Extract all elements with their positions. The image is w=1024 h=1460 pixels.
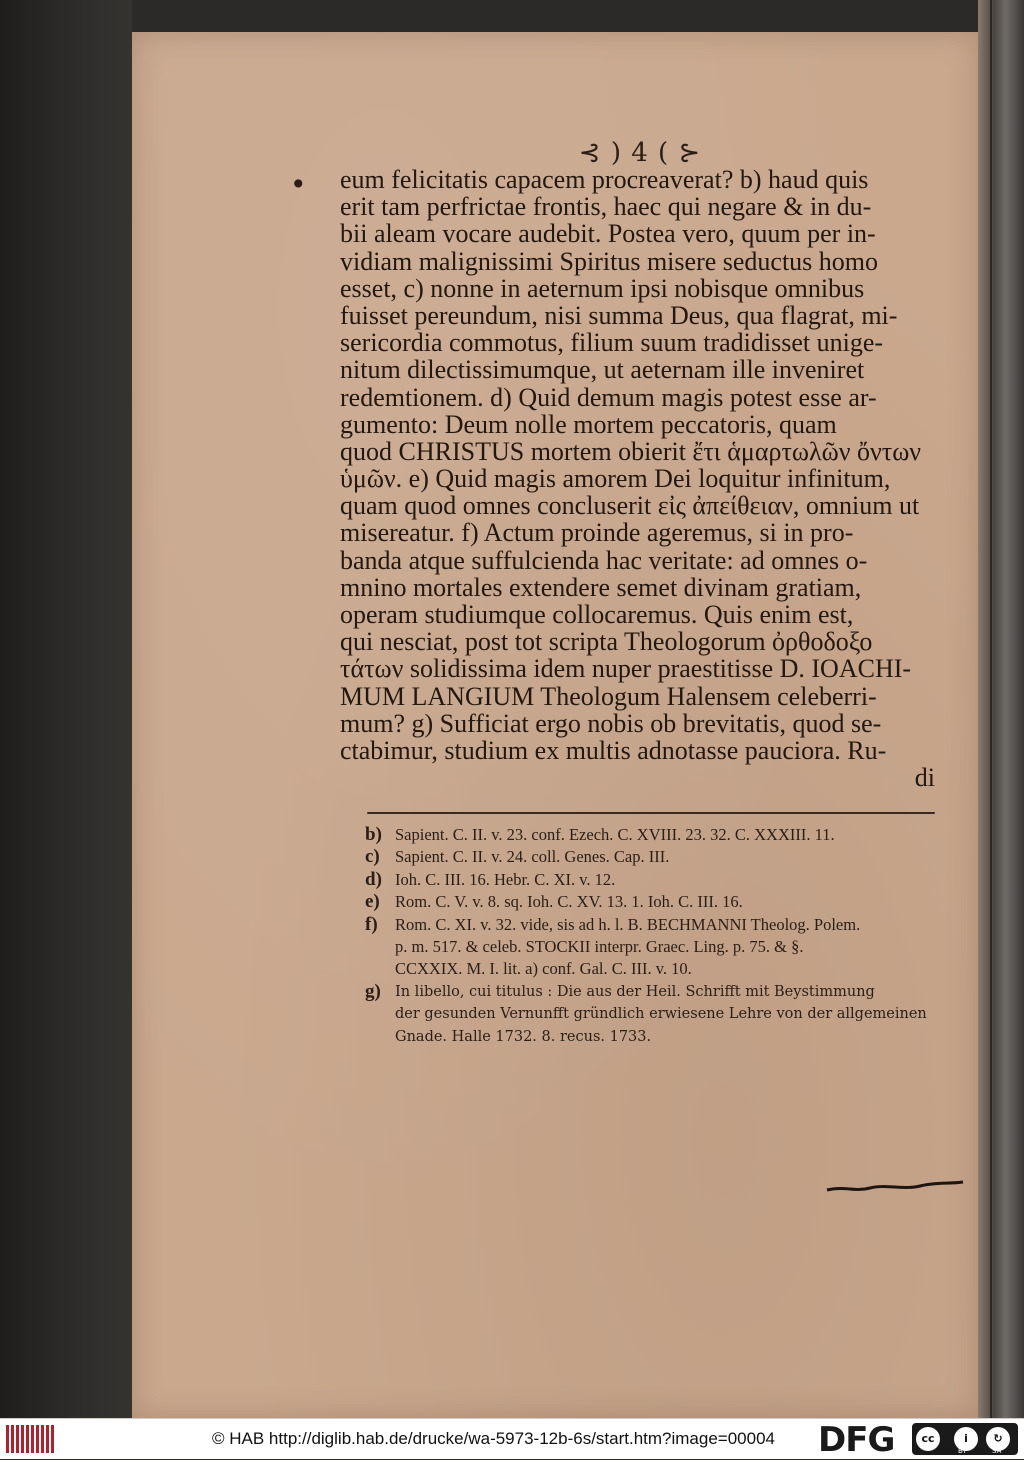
scan-background-left [0, 0, 132, 1418]
footnote-text: In libello, cui titulus : Die aus der Heil. Schrifft mit Beystimmung [395, 983, 875, 1000]
text-line: eum felicitatis capacem procreaverat? b) haud quis [340, 165, 869, 194]
footnote-text: Sapient. C. II. v. 24. coll. Genes. Cap. III. [395, 847, 670, 867]
footnote-text: der gesunden Vernunfft gründlich erwiesene Lehre von der allgemeinen [395, 1006, 927, 1023]
text-line: erit tam perfrictae frontis, haec qui negare & in du- [340, 192, 872, 222]
text-line: misereatur. f) Actum proinde ageremus, si in pro- [340, 518, 854, 548]
footnote-g [365, 981, 940, 1048]
ink-stroke-mark [825, 1178, 965, 1198]
footnote-c [365, 846, 940, 868]
footnote-f [365, 914, 940, 981]
footnote-mark: d) [365, 868, 382, 890]
footnote-text: Gnade. Halle 1732. 8. recus. 1733. [395, 1028, 652, 1045]
text-line: operam studiumque collocaremus. Quis enim est, [340, 600, 854, 629]
page-edge [978, 0, 1024, 1418]
text-line: esset, c) nonne in aeternum ipsi nobisque omnibus [340, 273, 865, 303]
footnote-divider [367, 812, 935, 814]
text-line: τάτων solidissima idem nuper praestitisse D. IOACHI- [340, 654, 912, 684]
by-attribution-icon: i [954, 1427, 978, 1451]
footnote-mark: c) [365, 846, 380, 868]
footnote-text: Sapient. C. II. v. 23. conf. Ezech. C. XVIII. 23. 32. C. XXXIII. 11. [395, 825, 835, 844]
viewer-footer [0, 1418, 1024, 1459]
sa-label: SA [992, 1447, 1002, 1455]
barcode-icon [6, 1425, 54, 1453]
text-line: fuisset pereundum, nisi summa Deus, qua flagrat, mi- [340, 300, 898, 330]
footnote-text: CCXXIX. M. I. lit. a) conf. Gal. C. III. v. 10. [395, 959, 692, 979]
page-number-header: ⊰ ) 4 ( ⊱ [578, 138, 702, 168]
footnote-mark: e) [365, 891, 380, 913]
text-line: sericordia commotus, filium suum tradidisset unige- [340, 328, 884, 358]
cc-icon: cc [916, 1427, 940, 1451]
footnote-d [365, 869, 940, 891]
share-alike-icon: ↻ [986, 1427, 1010, 1451]
text-line: MUM LANGIUM Theologum Halensem celeberri- [340, 681, 877, 711]
text-line: mum? g) Sufficiat ergo nobis ob brevitatis, quod se- [340, 708, 882, 738]
text-line: ctabimur, studium ex multis adnotasse pauciora. Ru- [340, 735, 887, 765]
by-label: BY [958, 1447, 967, 1455]
footnote-text: Rom. C. V. v. 8. sq. Ioh. C. XV. 13. 1. Ioh. C. III. 16. [395, 892, 743, 912]
cc-license-badge[interactable] [912, 1423, 1018, 1455]
text-line: ὑμῶν. e) Quid magis amorem Dei loquitur infinitum, [340, 464, 891, 494]
text-line: quod CHRISTUS mortem obierit ἔτι ἁμαρτωλῶν ὄντων [340, 436, 922, 466]
footnote-b [365, 824, 940, 846]
footnotes [365, 824, 940, 1048]
text-line: quam quod omnes concluserit εἰς ἀπείθειαν, omnium ut [340, 491, 920, 521]
footnote-e [365, 891, 940, 913]
copyright-link[interactable]: © HAB http://diglib.hab.de/drucke/wa-5973-12b-6s/start.htm?image=00004 [212, 1429, 775, 1448]
text-line: qui nesciat, post tot scripta Theologorum ὀρθοδοξο [340, 627, 873, 657]
footnote-text: Rom. C. XI. v. 32. vide, sis ad h. l. B. BECHMANNI Theolog. Polem. [395, 914, 861, 934]
text-line: mnino mortales extendere semet divinam gratiam, [340, 572, 862, 602]
footnote-mark: b) [365, 824, 382, 845]
page-edge-line [990, 0, 992, 1418]
footnote-mark: f) [365, 913, 378, 935]
footnote-mark: g) [365, 980, 381, 1002]
text-line: redemtionem. d) Quid demum magis potest esse ar- [340, 382, 877, 412]
catchword: di [914, 763, 935, 793]
text-line: vidiam malignissimi Spiritus misere seductus homo [340, 246, 879, 276]
main-text-block [340, 166, 935, 791]
footnote-text: p. m. 517. & celeb. STOCKII interpr. Graec. Ling. p. 75. & §. [395, 937, 804, 957]
footnote-text: Ioh. C. III. 16. Hebr. C. XI. v. 12. [395, 869, 616, 889]
text-line: bii aleam vocare audebit. Postea vero, quum per in- [340, 219, 876, 249]
margin-bullet: • [290, 168, 307, 201]
text-line: gumento: Deum nolle mortem peccatoris, quam [340, 409, 837, 439]
dfg-logo[interactable]: DFG [818, 1420, 895, 1460]
text-line: nitum dilectissimumque, ut aeternam ille inveniret [340, 355, 865, 385]
text-line: banda atque suffulcienda hac veritate: ad omnes o- [340, 545, 868, 575]
